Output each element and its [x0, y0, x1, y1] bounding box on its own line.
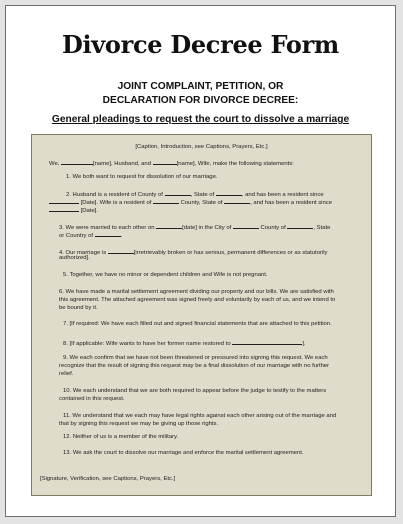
statement-2-text-g: [Date].	[80, 208, 98, 214]
wife-name-blank[interactable]	[153, 158, 177, 165]
statement-4-text-a: 4. Our marriage is	[59, 250, 107, 256]
statement-2-text-d: [Date]. Wife is a resident of	[80, 200, 152, 206]
subtitle-line-1: JOINT COMPLAINT, PETITION, OR	[117, 81, 284, 92]
intro-wife: [name], Wife, make the following statements:	[176, 161, 294, 167]
intro-husband: [name], Husband, and	[93, 161, 151, 167]
statement-7: 7. [If required: We have each filled out and signed financial statements that are attached to this petition.	[63, 321, 332, 327]
wife-state-blank[interactable]	[224, 197, 250, 204]
statement-4-cont: authorized].	[59, 255, 90, 261]
statement-2-text-e: County, State of	[180, 200, 223, 206]
statement-5: 5. Together, we have no minor or dependent children and Wife is not pregnant.	[63, 272, 268, 278]
statement-6-line-1: 6. We have made a marital settlement agreement dividing our property and our bills. We are satisfied with	[59, 289, 334, 295]
statement-9-line-2: recognize that the result of signing this request may be a final dissolution of our marriage with no further	[59, 363, 330, 369]
statement-6-line-3: be bound by it.	[59, 305, 98, 311]
marriage-country-blank[interactable]	[95, 230, 121, 237]
statement-3-text-f: .	[120, 233, 123, 239]
statement-11-line-2: that by signing this request we may be giving up those rights.	[59, 421, 219, 427]
statement-1: 1. We both want to request for dissolution of our marriage.	[66, 174, 218, 180]
wife-since-blank[interactable]	[49, 205, 79, 212]
statement-8-text-b: ].	[302, 341, 306, 347]
marriage-county-blank[interactable]	[287, 222, 313, 229]
statement-9-line-1: 9. We each confirm that we have not been threatened or pressured into signing this request. We each	[63, 355, 328, 361]
statement-3-text-a: 3. We were married to each other on	[59, 225, 155, 231]
statement-10-line-2: contained in this request.	[59, 396, 125, 402]
statement-12: 12. Neither of us is a member of the military.	[63, 434, 179, 440]
statement-3-text-e: or Country of	[59, 233, 94, 239]
husband-state-blank[interactable]	[216, 189, 242, 196]
form-body	[31, 134, 372, 496]
statement-6-line-2: this agreement. The attached agreement was signed freely and voluntarily by each of us, and we intend to	[59, 297, 336, 303]
statement-2-end	[49, 205, 98, 215]
statement-8-text-a: 8. [If applicable: Wife wants to have her former name restored to	[63, 341, 231, 347]
statement-2-text-f: , and has been a resident since	[250, 200, 332, 206]
marriage-status-blank[interactable]	[108, 247, 134, 254]
signature-note: [Signature, Verification, see Captions, Prayers, Etc.]	[40, 476, 176, 482]
statement-4-text-b: [irretrievably broken or has serious, permanent differences or as statutorily	[133, 250, 328, 256]
statement-2-text-c: , and has been a resident since	[241, 192, 324, 198]
statement-3-text-b: [date] in the City of	[182, 225, 232, 231]
husband-name-blank[interactable]	[61, 158, 93, 165]
subtitle-line-2: DECLARATION FOR DIVORCE DECREE:	[102, 95, 299, 106]
intro-statement	[49, 158, 294, 168]
marriage-date-blank[interactable]	[156, 222, 182, 229]
statement-4	[59, 247, 369, 257]
husband-county-blank[interactable]	[165, 189, 191, 196]
document-page	[5, 5, 396, 517]
statement-10-line-1: 10. We each understand that we are both required to appear before the judge to testify to the matters	[63, 388, 327, 394]
wife-county-blank[interactable]	[153, 197, 179, 204]
statement-8	[63, 338, 306, 348]
statement-9-line-3: relief.	[59, 371, 74, 377]
pleadings-heading: General pleadings to request the court to dissolve a marriage	[51, 114, 350, 125]
statement-2-text-a: 2. Husband is a resident of County of	[66, 192, 163, 198]
caption-note: [Caption, Introduction, see Captions, Prayers, Etc.]	[135, 144, 268, 150]
intro-we: We,	[49, 161, 60, 167]
statement-3-text-c: County of	[260, 225, 286, 231]
former-name-blank[interactable]	[232, 338, 302, 345]
marriage-city-blank[interactable]	[233, 222, 259, 229]
statement-3-cont	[59, 230, 122, 240]
statement-13: 13. We ask the court to dissolve our marriage and enforce the marital settlement agreement.	[63, 450, 304, 456]
statement-3-text-d: , State	[313, 225, 331, 231]
statement-2-text-b: , State of	[190, 192, 215, 198]
husband-since-blank[interactable]	[49, 197, 79, 204]
document-title: Divorce Decree Form	[61, 30, 340, 59]
statement-11-line-1: 11. We understand that we each may have legal rights against each other arising out of the marriage and	[63, 413, 337, 419]
